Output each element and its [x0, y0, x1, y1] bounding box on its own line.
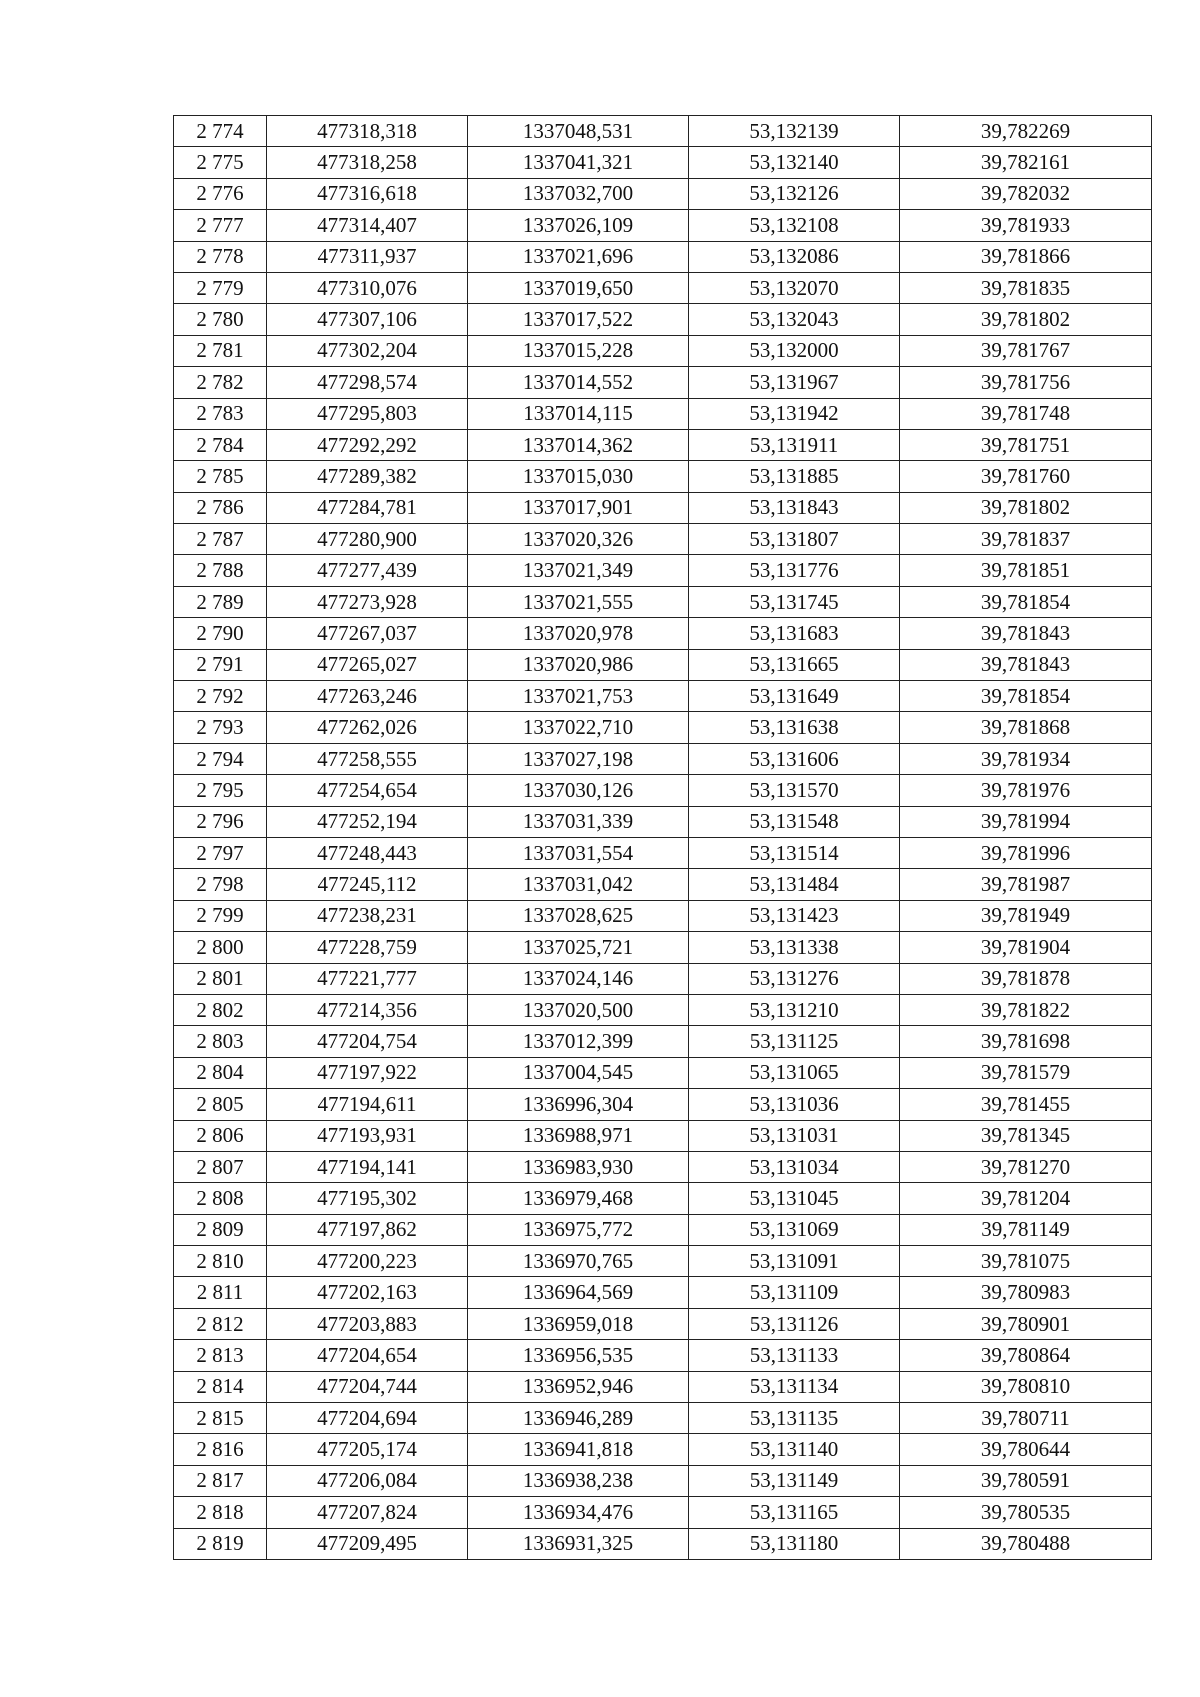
point-number-cell: 2 788	[174, 555, 267, 586]
x-coordinate-cell: 477263,246	[267, 681, 468, 712]
y-coordinate-cell: 1337027,198	[468, 743, 689, 774]
table-row	[174, 241, 1152, 272]
table-row	[174, 1465, 1152, 1496]
latitude-cell: 53,131570	[689, 775, 900, 806]
point-number-cell: 2 812	[174, 1308, 267, 1339]
latitude-cell: 53,131807	[689, 524, 900, 555]
point-number-cell: 2 795	[174, 775, 267, 806]
latitude-cell: 53,131665	[689, 649, 900, 680]
x-coordinate-cell: 477254,654	[267, 775, 468, 806]
point-number-cell: 2 774	[174, 116, 267, 147]
longitude-cell: 39,781854	[900, 681, 1152, 712]
longitude-cell: 39,780901	[900, 1308, 1152, 1339]
longitude-cell: 39,780644	[900, 1434, 1152, 1465]
point-number-cell: 2 775	[174, 147, 267, 178]
y-coordinate-cell: 1337017,522	[468, 304, 689, 335]
table-row	[174, 1026, 1152, 1057]
latitude-cell: 53,131149	[689, 1465, 900, 1496]
x-coordinate-cell: 477194,611	[267, 1089, 468, 1120]
y-coordinate-cell: 1336983,930	[468, 1151, 689, 1182]
x-coordinate-cell: 477289,382	[267, 461, 468, 492]
table-row	[174, 304, 1152, 335]
longitude-cell: 39,780711	[900, 1403, 1152, 1434]
latitude-cell: 53,131031	[689, 1120, 900, 1151]
point-number-cell: 2 779	[174, 272, 267, 303]
longitude-cell: 39,780983	[900, 1277, 1152, 1308]
x-coordinate-cell: 477302,204	[267, 335, 468, 366]
x-coordinate-cell: 477238,231	[267, 900, 468, 931]
table-row	[174, 272, 1152, 303]
x-coordinate-cell: 477284,781	[267, 492, 468, 523]
point-number-cell: 2 791	[174, 649, 267, 680]
table-row	[174, 994, 1152, 1025]
longitude-cell: 39,781204	[900, 1183, 1152, 1214]
latitude-cell: 53,131180	[689, 1528, 900, 1559]
point-number-cell: 2 803	[174, 1026, 267, 1057]
latitude-cell: 53,131776	[689, 555, 900, 586]
latitude-cell: 53,131606	[689, 743, 900, 774]
x-coordinate-cell: 477197,862	[267, 1214, 468, 1245]
longitude-cell: 39,781270	[900, 1151, 1152, 1182]
point-number-cell: 2 810	[174, 1246, 267, 1277]
y-coordinate-cell: 1336988,971	[468, 1120, 689, 1151]
longitude-cell: 39,782032	[900, 178, 1152, 209]
table-row	[174, 398, 1152, 429]
table-row	[174, 1120, 1152, 1151]
longitude-cell: 39,781837	[900, 524, 1152, 555]
longitude-cell: 39,781075	[900, 1246, 1152, 1277]
latitude-cell: 53,131036	[689, 1089, 900, 1120]
latitude-cell: 53,131745	[689, 586, 900, 617]
x-coordinate-cell: 477252,194	[267, 806, 468, 837]
latitude-cell: 53,132140	[689, 147, 900, 178]
longitude-cell: 39,781756	[900, 367, 1152, 398]
longitude-cell: 39,781976	[900, 775, 1152, 806]
table-row	[174, 178, 1152, 209]
point-number-cell: 2 793	[174, 712, 267, 743]
table-row	[174, 1434, 1152, 1465]
longitude-cell: 39,781878	[900, 963, 1152, 994]
x-coordinate-cell: 477310,076	[267, 272, 468, 303]
x-coordinate-cell: 477197,922	[267, 1057, 468, 1088]
x-coordinate-cell: 477280,900	[267, 524, 468, 555]
point-number-cell: 2 815	[174, 1403, 267, 1434]
longitude-cell: 39,781698	[900, 1026, 1152, 1057]
point-number-cell: 2 780	[174, 304, 267, 335]
y-coordinate-cell: 1337020,326	[468, 524, 689, 555]
y-coordinate-cell: 1337031,339	[468, 806, 689, 837]
table-row	[174, 586, 1152, 617]
y-coordinate-cell: 1337021,753	[468, 681, 689, 712]
y-coordinate-cell: 1337015,030	[468, 461, 689, 492]
table-row	[174, 1089, 1152, 1120]
longitude-cell: 39,781455	[900, 1089, 1152, 1120]
x-coordinate-cell: 477206,084	[267, 1465, 468, 1496]
y-coordinate-cell: 1337012,399	[468, 1026, 689, 1057]
longitude-cell: 39,781996	[900, 837, 1152, 868]
y-coordinate-cell: 1337028,625	[468, 900, 689, 931]
x-coordinate-cell: 477262,026	[267, 712, 468, 743]
table-row	[174, 712, 1152, 743]
longitude-cell: 39,781767	[900, 335, 1152, 366]
latitude-cell: 53,132086	[689, 241, 900, 272]
table-row	[174, 1277, 1152, 1308]
x-coordinate-cell: 477307,106	[267, 304, 468, 335]
table-row	[174, 461, 1152, 492]
y-coordinate-cell: 1337017,901	[468, 492, 689, 523]
latitude-cell: 53,131649	[689, 681, 900, 712]
y-coordinate-cell: 1337014,115	[468, 398, 689, 429]
latitude-cell: 53,131683	[689, 618, 900, 649]
table-row	[174, 367, 1152, 398]
x-coordinate-cell: 477193,931	[267, 1120, 468, 1151]
point-number-cell: 2 781	[174, 335, 267, 366]
latitude-cell: 53,131911	[689, 429, 900, 460]
latitude-cell: 53,131548	[689, 806, 900, 837]
y-coordinate-cell: 1337024,146	[468, 963, 689, 994]
latitude-cell: 53,131109	[689, 1277, 900, 1308]
point-number-cell: 2 807	[174, 1151, 267, 1182]
longitude-cell: 39,780864	[900, 1340, 1152, 1371]
point-number-cell: 2 805	[174, 1089, 267, 1120]
point-number-cell: 2 783	[174, 398, 267, 429]
x-coordinate-cell: 477203,883	[267, 1308, 468, 1339]
point-number-cell: 2 787	[174, 524, 267, 555]
x-coordinate-cell: 477277,439	[267, 555, 468, 586]
latitude-cell: 53,131484	[689, 869, 900, 900]
x-coordinate-cell: 477318,318	[267, 116, 468, 147]
y-coordinate-cell: 1336956,535	[468, 1340, 689, 1371]
point-number-cell: 2 809	[174, 1214, 267, 1245]
x-coordinate-cell: 477292,292	[267, 429, 468, 460]
point-number-cell: 2 784	[174, 429, 267, 460]
x-coordinate-cell: 477311,937	[267, 241, 468, 272]
point-number-cell: 2 816	[174, 1434, 267, 1465]
table-row	[174, 555, 1152, 586]
y-coordinate-cell: 1336938,238	[468, 1465, 689, 1496]
point-number-cell: 2 811	[174, 1277, 267, 1308]
point-number-cell: 2 818	[174, 1497, 267, 1528]
longitude-cell: 39,781843	[900, 649, 1152, 680]
x-coordinate-cell: 477295,803	[267, 398, 468, 429]
y-coordinate-cell: 1337020,986	[468, 649, 689, 680]
longitude-cell: 39,781994	[900, 806, 1152, 837]
longitude-cell: 39,781751	[900, 429, 1152, 460]
table-row	[174, 1308, 1152, 1339]
x-coordinate-cell: 477314,407	[267, 210, 468, 241]
table-row	[174, 869, 1152, 900]
x-coordinate-cell: 477214,356	[267, 994, 468, 1025]
table-row	[174, 1183, 1152, 1214]
y-coordinate-cell: 1337031,554	[468, 837, 689, 868]
y-coordinate-cell: 1336979,468	[468, 1183, 689, 1214]
table-row	[174, 963, 1152, 994]
y-coordinate-cell: 1337048,531	[468, 116, 689, 147]
longitude-cell: 39,781149	[900, 1214, 1152, 1245]
y-coordinate-cell: 1337021,349	[468, 555, 689, 586]
latitude-cell: 53,131065	[689, 1057, 900, 1088]
y-coordinate-cell: 1336970,765	[468, 1246, 689, 1277]
point-number-cell: 2 796	[174, 806, 267, 837]
table-row	[174, 1497, 1152, 1528]
longitude-cell: 39,781835	[900, 272, 1152, 303]
y-coordinate-cell: 1337026,109	[468, 210, 689, 241]
y-coordinate-cell: 1337030,126	[468, 775, 689, 806]
x-coordinate-cell: 477267,037	[267, 618, 468, 649]
x-coordinate-cell: 477205,174	[267, 1434, 468, 1465]
x-coordinate-cell: 477298,574	[267, 367, 468, 398]
x-coordinate-cell: 477273,928	[267, 586, 468, 617]
latitude-cell: 53,132108	[689, 210, 900, 241]
longitude-cell: 39,781843	[900, 618, 1152, 649]
point-number-cell: 2 785	[174, 461, 267, 492]
longitude-cell: 39,780810	[900, 1371, 1152, 1402]
table-row	[174, 900, 1152, 931]
latitude-cell: 53,132070	[689, 272, 900, 303]
y-coordinate-cell: 1337004,545	[468, 1057, 689, 1088]
table-row	[174, 1057, 1152, 1088]
latitude-cell: 53,131423	[689, 900, 900, 931]
latitude-cell: 53,131638	[689, 712, 900, 743]
point-number-cell: 2 814	[174, 1371, 267, 1402]
y-coordinate-cell: 1336952,946	[468, 1371, 689, 1402]
point-number-cell: 2 789	[174, 586, 267, 617]
point-number-cell: 2 794	[174, 743, 267, 774]
longitude-cell: 39,782269	[900, 116, 1152, 147]
table-row	[174, 210, 1152, 241]
x-coordinate-cell: 477194,141	[267, 1151, 468, 1182]
longitude-cell: 39,781345	[900, 1120, 1152, 1151]
y-coordinate-cell: 1337031,042	[468, 869, 689, 900]
latitude-cell: 53,131338	[689, 932, 900, 963]
table-row	[174, 147, 1152, 178]
y-coordinate-cell: 1336959,018	[468, 1308, 689, 1339]
y-coordinate-cell: 1337019,650	[468, 272, 689, 303]
longitude-cell: 39,781933	[900, 210, 1152, 241]
latitude-cell: 53,131133	[689, 1340, 900, 1371]
table-row	[174, 1246, 1152, 1277]
latitude-cell: 53,131045	[689, 1183, 900, 1214]
x-coordinate-cell: 477316,618	[267, 178, 468, 209]
x-coordinate-cell: 477204,654	[267, 1340, 468, 1371]
point-number-cell: 2 819	[174, 1528, 267, 1559]
x-coordinate-cell: 477204,754	[267, 1026, 468, 1057]
point-number-cell: 2 808	[174, 1183, 267, 1214]
point-number-cell: 2 777	[174, 210, 267, 241]
longitude-cell: 39,781802	[900, 304, 1152, 335]
y-coordinate-cell: 1337014,362	[468, 429, 689, 460]
table-row	[174, 649, 1152, 680]
latitude-cell: 53,131165	[689, 1497, 900, 1528]
x-coordinate-cell: 477318,258	[267, 147, 468, 178]
table-row	[174, 492, 1152, 523]
y-coordinate-cell: 1336975,772	[468, 1214, 689, 1245]
latitude-cell: 53,132043	[689, 304, 900, 335]
y-coordinate-cell: 1336946,289	[468, 1403, 689, 1434]
point-number-cell: 2 786	[174, 492, 267, 523]
point-number-cell: 2 778	[174, 241, 267, 272]
table-row	[174, 806, 1152, 837]
longitude-cell: 39,782161	[900, 147, 1152, 178]
y-coordinate-cell: 1336996,304	[468, 1089, 689, 1120]
point-number-cell: 2 798	[174, 869, 267, 900]
coordinates-table-body	[174, 116, 1152, 1560]
y-coordinate-cell: 1337015,228	[468, 335, 689, 366]
y-coordinate-cell: 1337020,978	[468, 618, 689, 649]
table-row	[174, 743, 1152, 774]
longitude-cell: 39,781851	[900, 555, 1152, 586]
latitude-cell: 53,131514	[689, 837, 900, 868]
y-coordinate-cell: 1337041,321	[468, 147, 689, 178]
x-coordinate-cell: 477202,163	[267, 1277, 468, 1308]
longitude-cell: 39,780591	[900, 1465, 1152, 1496]
longitude-cell: 39,781949	[900, 900, 1152, 931]
longitude-cell: 39,781760	[900, 461, 1152, 492]
y-coordinate-cell: 1337021,696	[468, 241, 689, 272]
table-row	[174, 1403, 1152, 1434]
point-number-cell: 2 817	[174, 1465, 267, 1496]
x-coordinate-cell: 477265,027	[267, 649, 468, 680]
x-coordinate-cell: 477204,744	[267, 1371, 468, 1402]
longitude-cell: 39,781987	[900, 869, 1152, 900]
table-row	[174, 618, 1152, 649]
longitude-cell: 39,780535	[900, 1497, 1152, 1528]
y-coordinate-cell: 1337014,552	[468, 367, 689, 398]
latitude-cell: 53,131140	[689, 1434, 900, 1465]
latitude-cell: 53,131942	[689, 398, 900, 429]
latitude-cell: 53,131276	[689, 963, 900, 994]
table-row	[174, 837, 1152, 868]
point-number-cell: 2 800	[174, 932, 267, 963]
x-coordinate-cell: 477209,495	[267, 1528, 468, 1559]
coordinates-table	[173, 115, 1152, 1560]
table-row	[174, 1151, 1152, 1182]
table-row	[174, 775, 1152, 806]
table-row	[174, 1371, 1152, 1402]
table-row	[174, 932, 1152, 963]
x-coordinate-cell: 477204,694	[267, 1403, 468, 1434]
point-number-cell: 2 776	[174, 178, 267, 209]
longitude-cell: 39,780488	[900, 1528, 1152, 1559]
point-number-cell: 2 804	[174, 1057, 267, 1088]
y-coordinate-cell: 1337032,700	[468, 178, 689, 209]
longitude-cell: 39,781868	[900, 712, 1152, 743]
latitude-cell: 53,131134	[689, 1371, 900, 1402]
latitude-cell: 53,131126	[689, 1308, 900, 1339]
point-number-cell: 2 797	[174, 837, 267, 868]
point-number-cell: 2 802	[174, 994, 267, 1025]
longitude-cell: 39,781904	[900, 932, 1152, 963]
longitude-cell: 39,781579	[900, 1057, 1152, 1088]
x-coordinate-cell: 477248,443	[267, 837, 468, 868]
latitude-cell: 53,131069	[689, 1214, 900, 1245]
x-coordinate-cell: 477200,223	[267, 1246, 468, 1277]
y-coordinate-cell: 1336964,569	[468, 1277, 689, 1308]
x-coordinate-cell: 477207,824	[267, 1497, 468, 1528]
point-number-cell: 2 801	[174, 963, 267, 994]
latitude-cell: 53,131034	[689, 1151, 900, 1182]
latitude-cell: 53,132139	[689, 116, 900, 147]
longitude-cell: 39,781866	[900, 241, 1152, 272]
longitude-cell: 39,781802	[900, 492, 1152, 523]
table-row	[174, 335, 1152, 366]
longitude-cell: 39,781854	[900, 586, 1152, 617]
latitude-cell: 53,131967	[689, 367, 900, 398]
point-number-cell: 2 799	[174, 900, 267, 931]
longitude-cell: 39,781934	[900, 743, 1152, 774]
latitude-cell: 53,132126	[689, 178, 900, 209]
y-coordinate-cell: 1336934,476	[468, 1497, 689, 1528]
point-number-cell: 2 806	[174, 1120, 267, 1151]
y-coordinate-cell: 1337025,721	[468, 932, 689, 963]
latitude-cell: 53,132000	[689, 335, 900, 366]
latitude-cell: 53,131125	[689, 1026, 900, 1057]
longitude-cell: 39,781822	[900, 994, 1152, 1025]
point-number-cell: 2 782	[174, 367, 267, 398]
table-row	[174, 681, 1152, 712]
y-coordinate-cell: 1337020,500	[468, 994, 689, 1025]
x-coordinate-cell: 477195,302	[267, 1183, 468, 1214]
y-coordinate-cell: 1337021,555	[468, 586, 689, 617]
x-coordinate-cell: 477245,112	[267, 869, 468, 900]
table-row	[174, 116, 1152, 147]
x-coordinate-cell: 477228,759	[267, 932, 468, 963]
latitude-cell: 53,131885	[689, 461, 900, 492]
longitude-cell: 39,781748	[900, 398, 1152, 429]
latitude-cell: 53,131135	[689, 1403, 900, 1434]
table-row	[174, 1214, 1152, 1245]
table-row	[174, 429, 1152, 460]
y-coordinate-cell: 1337022,710	[468, 712, 689, 743]
table-row	[174, 1340, 1152, 1371]
point-number-cell: 2 790	[174, 618, 267, 649]
latitude-cell: 53,131843	[689, 492, 900, 523]
point-number-cell: 2 813	[174, 1340, 267, 1371]
point-number-cell: 2 792	[174, 681, 267, 712]
x-coordinate-cell: 477258,555	[267, 743, 468, 774]
y-coordinate-cell: 1336941,818	[468, 1434, 689, 1465]
x-coordinate-cell: 477221,777	[267, 963, 468, 994]
y-coordinate-cell: 1336931,325	[468, 1528, 689, 1559]
latitude-cell: 53,131091	[689, 1246, 900, 1277]
table-row	[174, 1528, 1152, 1559]
table-row	[174, 524, 1152, 555]
latitude-cell: 53,131210	[689, 994, 900, 1025]
